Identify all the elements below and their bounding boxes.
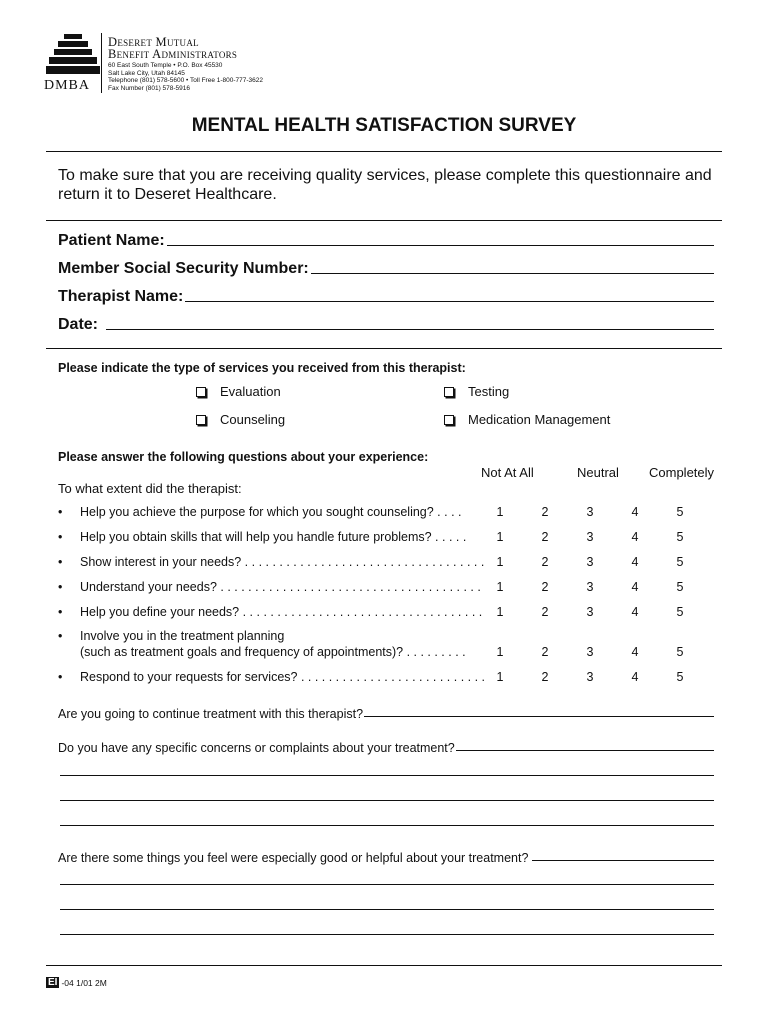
field-label: Patient Name: xyxy=(58,232,165,249)
rating-question xyxy=(58,530,718,546)
question-text: Help you define your needs? . . . . . . . . . . . . . . . . . . . . . . . . . . . . . . . . . . . xyxy=(80,605,483,619)
answer-line[interactable] xyxy=(60,775,714,776)
question-text: Help you achieve the purpose for which you sought counseling? . . . . xyxy=(80,505,462,519)
question-text: Show interest in your needs? . . . . . . . . . . . . . . . . . . . . . . . . . . . . . . . . . . . xyxy=(80,555,485,569)
bullet: • xyxy=(58,555,63,569)
logo-text: DMBA xyxy=(44,78,91,93)
rating-option-2[interactable]: 2 xyxy=(541,505,549,519)
scale-label-completely: Completely xyxy=(649,465,715,480)
answer-line[interactable] xyxy=(60,825,714,826)
address-line: Salt Lake City, Utah 84145 xyxy=(108,69,185,77)
rating-option-4[interactable]: 4 xyxy=(631,555,639,569)
option-label: Counseling xyxy=(220,412,286,427)
rating-option-3[interactable]: 3 xyxy=(586,645,594,659)
rating-option-2[interactable]: 2 xyxy=(541,605,549,619)
org-name-line2: Benefit Administrators xyxy=(108,47,238,61)
option-label: Testing xyxy=(468,384,510,399)
rating-option-4[interactable]: 4 xyxy=(631,505,639,519)
intro-text: To make sure that you are receiving quality services, please complete this questionnaire and return it to Deseret Healthcare. xyxy=(58,167,712,203)
checkbox-icon[interactable] xyxy=(444,415,454,425)
rating-option-2[interactable]: 2 xyxy=(541,530,549,544)
question-label: Are there some things you feel were especially good or helpful about your treatment? xyxy=(58,851,529,865)
answer-line[interactable] xyxy=(456,750,714,751)
field-label: Date: xyxy=(58,316,99,333)
answer-line[interactable] xyxy=(60,909,714,910)
bullet: • xyxy=(58,629,63,643)
field-line[interactable] xyxy=(167,244,714,246)
option-testing[interactable] xyxy=(444,384,509,399)
answer-line[interactable] xyxy=(532,860,714,861)
rating-option-1[interactable]: 1 xyxy=(496,530,504,544)
checkbox-icon[interactable] xyxy=(196,415,206,425)
option-label: Evaluation xyxy=(220,384,281,399)
rating-option-5[interactable]: 5 xyxy=(676,645,684,659)
rating-question xyxy=(58,505,718,521)
checkbox-icon[interactable] xyxy=(196,387,206,397)
rating-question xyxy=(58,670,718,686)
bullet: • xyxy=(58,605,63,619)
answer-line[interactable] xyxy=(60,934,714,935)
rating-option-5[interactable]: 5 xyxy=(676,505,684,519)
bullet: • xyxy=(58,580,63,594)
rating-option-5[interactable]: 5 xyxy=(676,580,684,594)
rating-option-4[interactable]: 4 xyxy=(631,605,639,619)
rating-option-2[interactable]: 2 xyxy=(541,580,549,594)
patient-name-field[interactable] xyxy=(58,228,714,250)
rating-option-1[interactable]: 1 xyxy=(496,670,504,684)
option-medication-management[interactable] xyxy=(444,412,610,427)
rating-option-4[interactable]: 4 xyxy=(631,645,639,659)
form-code-text: -04 1/01 2M xyxy=(61,977,107,988)
rating-option-5[interactable]: 5 xyxy=(676,605,684,619)
divider xyxy=(46,220,722,221)
rating-option-3[interactable]: 3 xyxy=(586,605,594,619)
experience-heading: Please answer the following questions about your experience: xyxy=(58,450,429,464)
field-line[interactable] xyxy=(185,300,714,302)
rating-option-3[interactable]: 3 xyxy=(586,530,594,544)
logo-divider xyxy=(101,33,102,93)
concerns-question[interactable] xyxy=(58,735,714,755)
bullet: • xyxy=(58,505,63,519)
rating-option-2[interactable]: 2 xyxy=(541,555,549,569)
field-label: Therapist Name: xyxy=(58,288,184,305)
address-line: Telephone (801) 578-5600 • Toll Free 1-800-777-3622 xyxy=(108,77,264,85)
question-text: Involve you in the treatment planning xyxy=(80,629,285,643)
rating-option-5[interactable]: 5 xyxy=(676,670,684,684)
field-line[interactable] xyxy=(106,328,714,330)
rating-option-1[interactable]: 1 xyxy=(496,605,504,619)
rating-option-2[interactable]: 2 xyxy=(541,645,549,659)
services-heading: Please indicate the type of services you received from this therapist: xyxy=(58,361,466,375)
rating-question xyxy=(58,605,718,621)
rating-option-1[interactable]: 1 xyxy=(496,580,504,594)
divider xyxy=(46,965,722,966)
rating-option-3[interactable]: 3 xyxy=(586,580,594,594)
rating-question xyxy=(58,555,718,571)
divider xyxy=(46,348,722,349)
answer-line[interactable] xyxy=(60,884,714,885)
rating-option-5[interactable]: 5 xyxy=(676,555,684,569)
rating-option-5[interactable]: 5 xyxy=(676,530,684,544)
rating-option-1[interactable]: 1 xyxy=(496,645,504,659)
rating-option-1[interactable]: 1 xyxy=(496,555,504,569)
rating-question xyxy=(58,629,718,661)
option-evaluation[interactable] xyxy=(196,384,281,399)
answer-line[interactable] xyxy=(364,716,714,717)
dmba-logo-icon xyxy=(44,34,102,76)
address-line: 60 East South Temple • P.O. Box 45530 xyxy=(108,62,223,69)
field-label: Member Social Security Number: xyxy=(58,260,309,277)
rating-option-3[interactable]: 3 xyxy=(586,670,594,684)
rating-option-4[interactable]: 4 xyxy=(631,580,639,594)
answer-line[interactable] xyxy=(60,800,714,801)
address-line: Fax Number (801) 578-5916 xyxy=(108,84,191,92)
form-code xyxy=(46,977,107,988)
rating-option-2[interactable]: 2 xyxy=(541,670,549,684)
page-title: MENTAL HEALTH SATISFACTION SURVEY xyxy=(191,115,577,136)
bullet: • xyxy=(58,530,63,544)
extent-prompt: To what extent did the therapist: xyxy=(58,481,242,496)
org-name-line1: Deseret Mutual xyxy=(108,35,199,49)
scale-label-not-at-all: Not At All xyxy=(481,465,534,480)
question-text: Respond to your requests for services? . . . . . . . . . . . . . . . . . . . . . . . . . . . xyxy=(80,670,486,684)
rating-option-4[interactable]: 4 xyxy=(631,670,639,684)
rating-option-3[interactable]: 3 xyxy=(586,555,594,569)
date-field[interactable] xyxy=(58,312,714,334)
divider xyxy=(46,151,722,152)
org-address xyxy=(108,62,263,92)
helpful-question[interactable] xyxy=(58,845,714,865)
scale-label-neutral: Neutral xyxy=(577,465,619,480)
rating-option-3[interactable]: 3 xyxy=(586,505,594,519)
question-text: (such as treatment goals and frequency of appointments)? . . . . . . . . . xyxy=(80,645,466,659)
ssn-field[interactable] xyxy=(58,256,714,278)
question-text: Help you obtain skills that will help you handle future problems? . . . . . xyxy=(80,530,467,544)
form-tag: EI xyxy=(48,977,58,988)
checkbox-icon[interactable] xyxy=(444,387,454,397)
field-line[interactable] xyxy=(311,272,714,274)
question-text: Understand your needs? . . . . . . . . . . . . . . . . . . . . . . . . . . . . . . . . . . . . . . xyxy=(80,580,481,594)
question-label: Are you going to continue treatment with this therapist? xyxy=(58,707,364,721)
option-counseling[interactable] xyxy=(196,412,285,427)
therapist-name-field[interactable] xyxy=(58,284,714,306)
question-label: Do you have any specific concerns or complaints about your treatment? xyxy=(58,741,455,755)
rating-option-4[interactable]: 4 xyxy=(631,530,639,544)
option-label: Medication Management xyxy=(468,412,611,427)
rating-option-1[interactable]: 1 xyxy=(496,505,504,519)
bullet: • xyxy=(58,670,63,684)
rating-question xyxy=(58,580,718,596)
continue-treatment-question[interactable] xyxy=(58,701,714,721)
